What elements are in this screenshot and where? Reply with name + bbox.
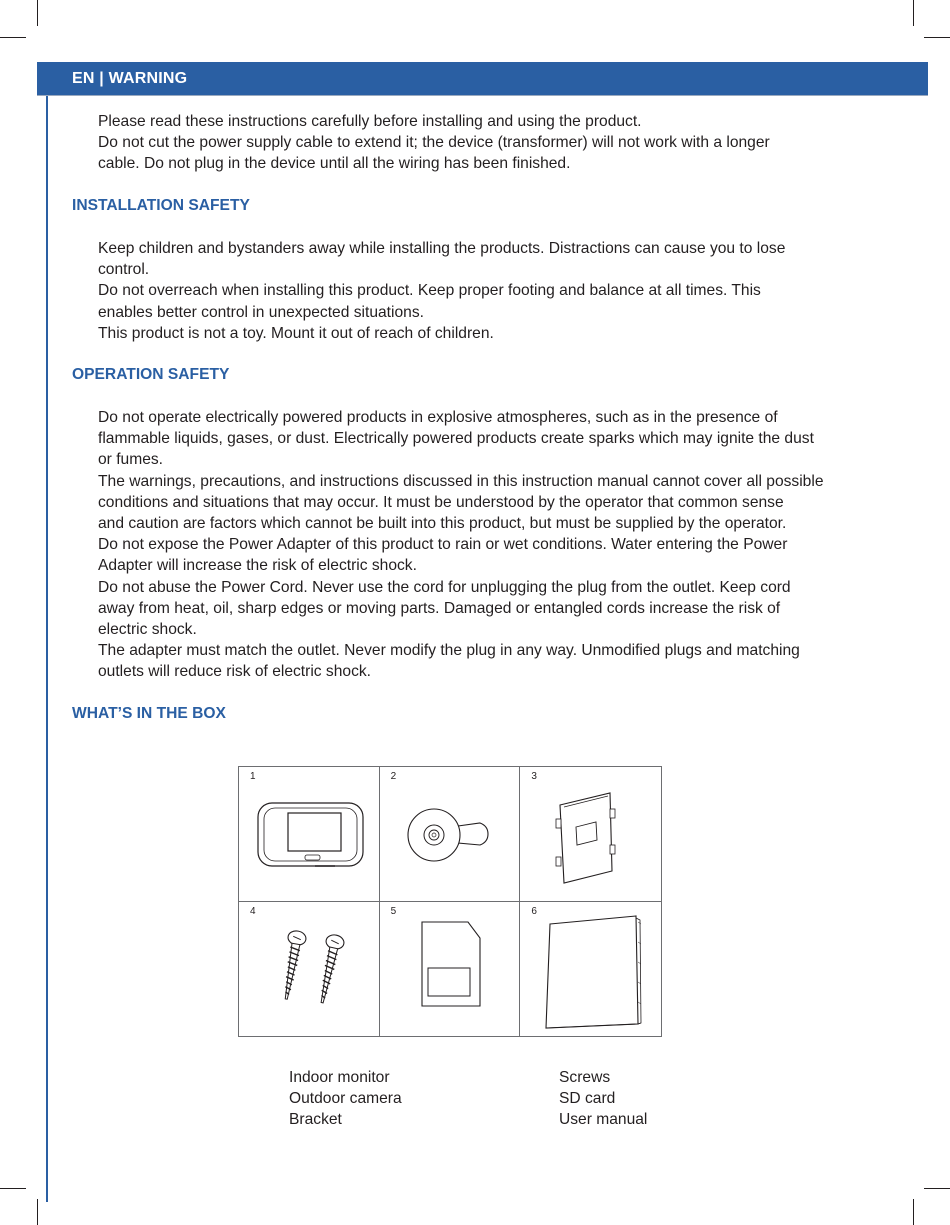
text-line: Do not abuse the Power Cord. Never use the cord for unplugging the plug from the outlet. Keep cord (98, 578, 791, 596)
cell-number: 4 (250, 905, 256, 917)
text-line: The adapter must match the outlet. Never modify the plug in any way. Unmodified plugs and matching (98, 642, 800, 660)
text-line: cable. Do not plug in the device until all the wiring has been finished. (98, 155, 571, 173)
crop-mark (37, 1199, 38, 1225)
indoor-monitor-icon (239, 767, 380, 902)
legend-item: Screws (559, 1069, 611, 1086)
screws-icon (239, 902, 380, 1037)
text-line: Do not overreach when installing this product. Keep proper footing and balance at all times. This (98, 282, 761, 300)
legend-item: Indoor monitor (289, 1069, 390, 1086)
cell-number: 1 (250, 771, 256, 782)
box-cell-screws (239, 902, 380, 1037)
legend-left (289, 1067, 402, 1130)
outdoor-camera-icon (380, 767, 521, 902)
sd-card-icon (380, 902, 521, 1037)
text-line: The warnings, precautions, and instructions discussed in this instruction manual cannot cover all possible (98, 472, 824, 490)
text-line: enables better control in unexpected situations. (98, 303, 424, 321)
crop-mark (37, 0, 38, 26)
intro-paragraph (98, 111, 898, 175)
text-line: or fumes. (98, 451, 163, 469)
crop-mark (0, 37, 26, 38)
crop-mark (924, 1188, 950, 1189)
operation-safety-paragraph (98, 407, 898, 683)
cell-number: 6 (531, 905, 537, 917)
page-title: EN | WARNING (72, 70, 188, 87)
text-line: Do not expose the Power Adapter of this product to rain or wet conditions. Water entering the Power (98, 536, 788, 554)
text-line: Please read these instructions carefully before installing and using the product. (98, 113, 642, 130)
text-line: electric shock. (98, 621, 197, 639)
text-line: Adapter will increase the risk of electric shock. (98, 557, 417, 575)
text-line: control. (98, 261, 150, 279)
crop-mark (913, 0, 914, 26)
cell-number: 5 (390, 905, 397, 917)
text-line: and caution are factors which cannot be built into this product, but must be supplied by the operator. (98, 515, 787, 533)
legend-item: User manual (559, 1111, 648, 1128)
section-title-operation-safety: OPERATION SAFETY (72, 366, 230, 383)
box-cell-user-manual (520, 902, 661, 1037)
text-line: This product is not a toy. Mount it out of reach of children. (98, 324, 494, 342)
text-line: Keep children and bystanders away while installing the products. Distractions can cause you to lose (98, 240, 786, 257)
left-margin-rule (46, 62, 48, 1202)
text-line: Do not cut the power supply cable to extend it; the device (transformer) will not work with a longer (98, 134, 770, 152)
legend-item: Bracket (289, 1111, 342, 1128)
legend-right (559, 1067, 647, 1130)
crop-mark (913, 1199, 914, 1225)
crop-mark (924, 37, 950, 38)
bracket-icon (520, 767, 661, 902)
box-cell-indoor-monitor (239, 767, 380, 902)
crop-mark (0, 1188, 26, 1189)
cell-number: 2 (390, 771, 397, 782)
box-cell-outdoor-camera (380, 767, 521, 902)
box-cell-sd-card (380, 902, 521, 1037)
text-line: flammable liquids, gases, or dust. Electrically powered products create sparks which may ignite the dust (98, 430, 814, 448)
header-band (37, 62, 928, 96)
cell-number: 3 (531, 771, 537, 782)
user-manual-icon (520, 902, 661, 1037)
box-contents-grid (238, 766, 662, 1037)
text-line: away from heat, oil, sharp edges or moving parts. Damaged or entangled cords increase the risk of (98, 599, 781, 617)
installation-safety-paragraph (98, 238, 898, 344)
text-line: Do not operate electrically powered products in explosive atmospheres, such as in the presence of (98, 409, 778, 426)
text-line: conditions and situations that may occur. It must be understood by the operator that common sense (98, 493, 784, 511)
section-title-whats-in-the-box: WHAT’S IN THE BOX (72, 705, 226, 722)
section-title-installation-safety: INSTALLATION SAFETY (72, 197, 250, 214)
box-cell-bracket (520, 767, 661, 902)
legend-item: Outdoor camera (289, 1090, 402, 1107)
text-line: outlets will reduce risk of electric shock. (98, 663, 371, 681)
legend-item: SD card (559, 1090, 616, 1107)
